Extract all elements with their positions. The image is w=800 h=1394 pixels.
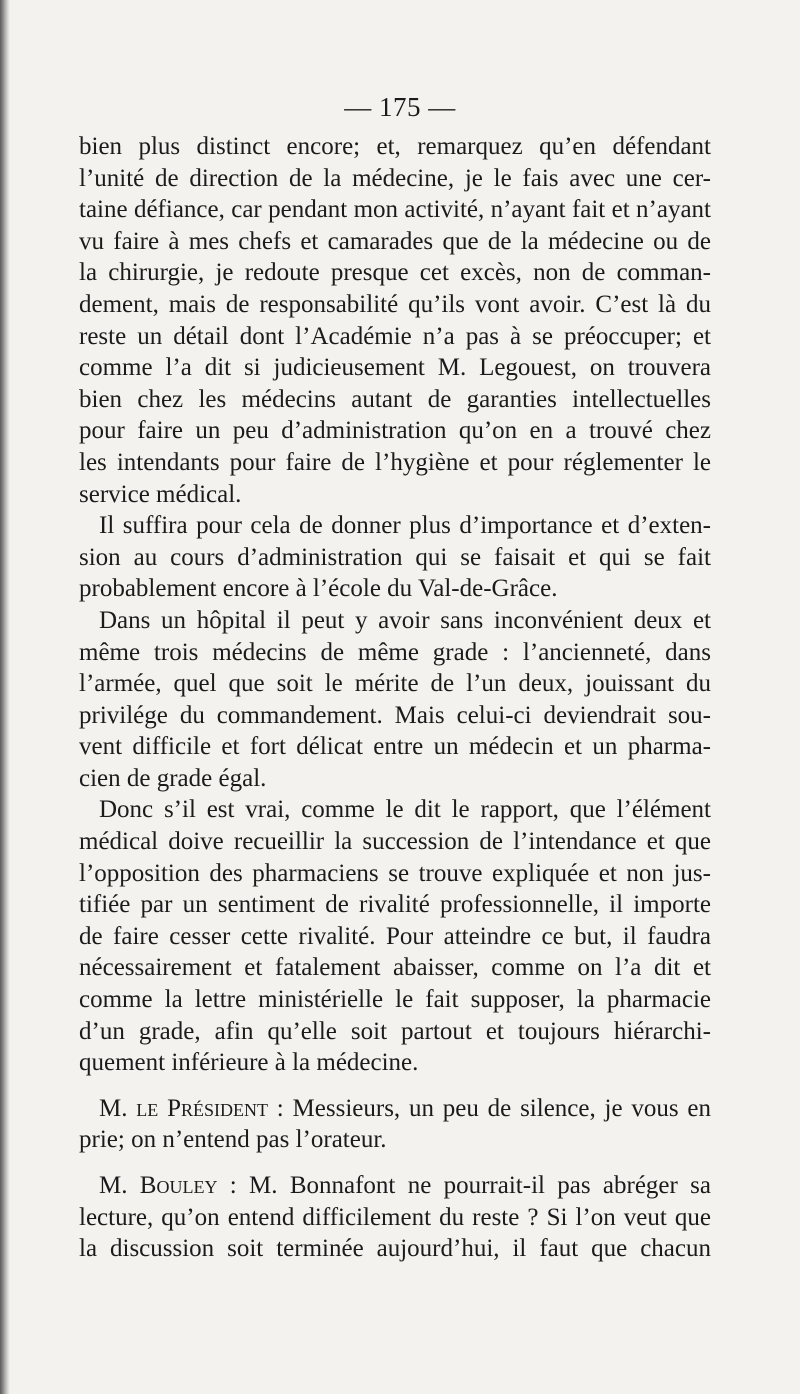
text-line: vent difficile et fort délicat entre un médecin et un pharma- — [79, 733, 711, 761]
text-line: Il suffira pour cela de donner plus d’importance et d’exten- — [99, 512, 711, 540]
text-line: quement inférieure à la médecine. — [79, 1049, 419, 1077]
text-line: lecture, qu’on entend difficilement du reste ? Si l’on veut que — [79, 1203, 711, 1231]
text-line: sion au cours d’administration qui se faisait et qui se fait — [79, 543, 711, 571]
text-line: cien de grade égal. — [79, 764, 267, 792]
text-line: l’armée, quel que soit le mérite de l’un deux, jouissant du — [79, 670, 711, 698]
speech-text: Messieurs, un peu de silence, je vous en — [292, 1094, 712, 1122]
text-line: Dans un hôpital il peut y avoir sans inconvénient deux et — [99, 606, 711, 634]
text-line: comme l’a dit si judicieusement M. Legouest, on trouvera — [79, 354, 711, 382]
speaker-name: le Président — [136, 1094, 268, 1122]
speaker-separator: : — [267, 1094, 293, 1122]
speaker-prefix: M. — [99, 1172, 140, 1199]
text-line: comme la lettre ministérielle le fait supposer, la pharmacie — [79, 986, 711, 1014]
text-line: probablement encore à l’école du Val-de-Grâce. — [79, 575, 558, 603]
paragraph-1 — [79, 131, 711, 510]
text-line: pour faire un peu d’administration qu’on en a trouvé chez — [79, 417, 711, 445]
speech-text: M. Bonnafont ne pourrait-il pas abréger sa — [249, 1172, 711, 1199]
speaker-prefix: M. — [99, 1094, 137, 1122]
text-line: nécessairement et fatalement abaisser, comme on l’a dit et — [79, 954, 711, 982]
text-line: bien chez les médecins autant de garanties intellectuelles — [79, 385, 711, 413]
text-line: reste un détail dont l’Académie n’a pas à se préoccuper; et — [79, 322, 711, 350]
text-line: Donc s’il est vrai, comme le dit le rapport, que l’élément — [99, 796, 711, 824]
text-line — [79, 1093, 711, 1125]
text-line: d’un grade, afin qu’elle soit partout et toujours hiérarchi- — [79, 1017, 711, 1045]
speech-bouley — [79, 1170, 711, 1265]
text-line: la discussion soit terminée aujourd’hui, il faut que chacun — [79, 1235, 711, 1263]
speech-president — [79, 1093, 711, 1156]
text-line: tifiée par un sentiment de rivalité professionnelle, il importe — [79, 891, 711, 919]
text-line: l’unité de direction de la médecine, je le fais avec une cer- — [79, 164, 711, 192]
speaker-name: Bouley — [139, 1172, 218, 1199]
text-line: privilége du commandement. Mais celui-ci deviendrait sou- — [79, 701, 711, 729]
text-line: prie; on n’entend pas l’orateur. — [79, 1126, 387, 1154]
body-text — [79, 131, 711, 1265]
text-line: dement, mais de responsabilité qu’ils vont avoir. C’est là du — [79, 290, 711, 318]
text-line — [79, 1170, 711, 1202]
text-line: même trois médecins de même grade : l’ancienneté, dans — [79, 638, 711, 666]
text-line: vu faire à mes chefs et camarades que de la médecine ou de — [79, 227, 711, 255]
paragraph-2 — [79, 510, 711, 605]
text-line: les intendants pour faire de l’hygiène et pour réglementer le — [79, 448, 711, 476]
text-line: taine défiance, car pendant mon activité, n’ayant fait et n’ayant — [79, 196, 711, 224]
page-number: — 175 — — [344, 92, 456, 122]
text-line: la chirurgie, je redoute presque cet excès, non de comman- — [79, 259, 711, 287]
paragraph-3 — [79, 605, 711, 795]
text-line: bien plus distinct encore; et, remarquez qu’en défendant — [79, 133, 711, 160]
paragraph-4 — [79, 794, 711, 1078]
text-line: médical doive recueillir la succession de l’intendance et que — [79, 828, 711, 856]
text-line: de faire cesser cette rivalité. Pour atteindre ce but, il faudra — [79, 922, 711, 950]
page-binding-edge — [0, 0, 10, 1394]
speaker-separator: : — [217, 1172, 250, 1199]
text-line: l’opposition des pharmaciens se trouve expliquée et non jus- — [79, 859, 711, 887]
text-line: service médical. — [79, 480, 242, 508]
